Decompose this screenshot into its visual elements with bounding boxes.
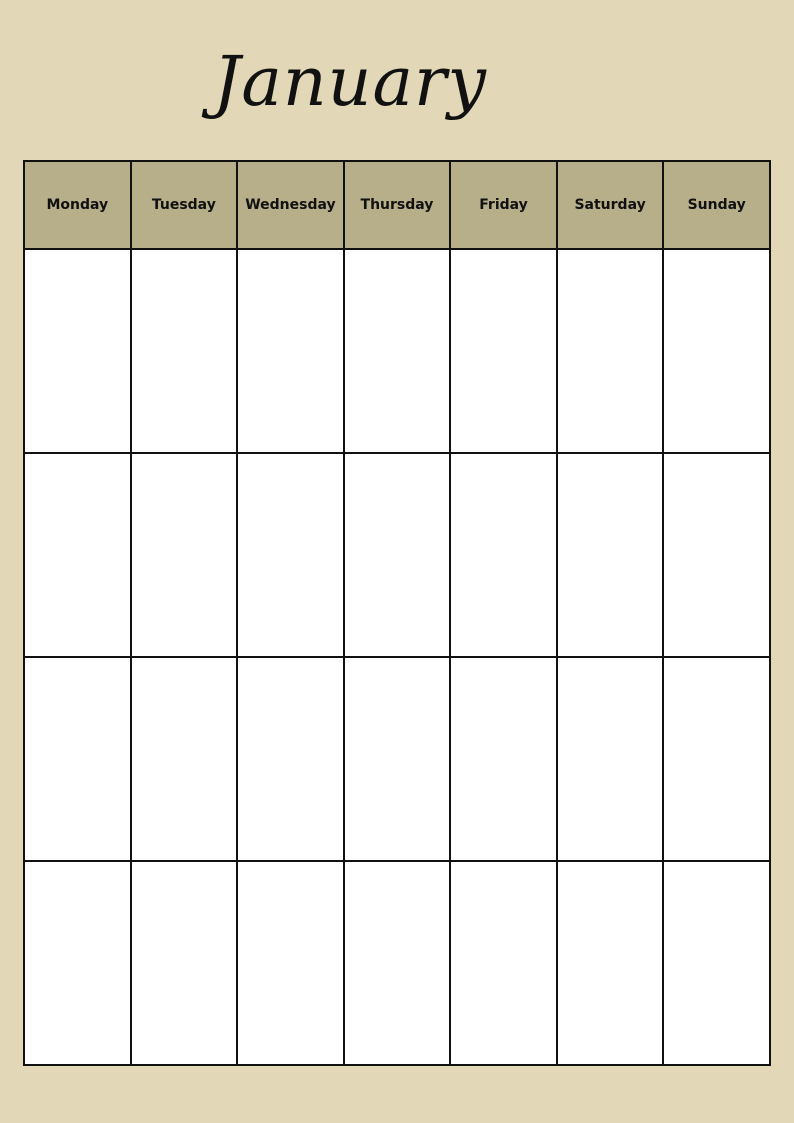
day-cell <box>344 657 451 861</box>
weekday-header-row <box>24 161 770 249</box>
day-cell <box>237 861 344 1065</box>
day-cell <box>131 657 238 861</box>
weekday-header-saturday: Saturday <box>557 161 664 249</box>
day-cell <box>663 657 770 861</box>
day-cell <box>131 861 238 1065</box>
day-cell <box>663 249 770 453</box>
day-cell <box>663 861 770 1065</box>
day-cell <box>450 861 557 1065</box>
day-cell <box>557 657 664 861</box>
day-cell <box>131 453 238 657</box>
week-rows <box>24 249 770 1065</box>
day-cell <box>344 861 451 1065</box>
week-row <box>24 249 770 453</box>
month-title: January <box>213 43 487 122</box>
weekday-header-wednesday: Wednesday <box>237 161 344 249</box>
day-cell <box>557 453 664 657</box>
day-cell <box>24 861 131 1065</box>
day-cell <box>237 657 344 861</box>
week-row <box>24 657 770 861</box>
day-cell <box>450 249 557 453</box>
weekday-header-tuesday: Tuesday <box>131 161 238 249</box>
week-row <box>24 453 770 657</box>
day-cell <box>237 249 344 453</box>
day-cell <box>24 453 131 657</box>
day-cell <box>450 657 557 861</box>
week-row <box>24 861 770 1065</box>
day-cell <box>24 249 131 453</box>
day-cell <box>557 861 664 1065</box>
calendar-grid <box>23 160 771 1066</box>
day-cell <box>237 453 344 657</box>
weekday-header-sunday: Sunday <box>663 161 770 249</box>
day-cell <box>663 453 770 657</box>
weekday-header-monday: Monday <box>24 161 131 249</box>
weekday-header-friday: Friday <box>450 161 557 249</box>
weekday-header-thursday: Thursday <box>344 161 451 249</box>
day-cell <box>450 453 557 657</box>
day-cell <box>344 453 451 657</box>
day-cell <box>344 249 451 453</box>
day-cell <box>24 657 131 861</box>
day-cell <box>131 249 238 453</box>
day-cell <box>557 249 664 453</box>
